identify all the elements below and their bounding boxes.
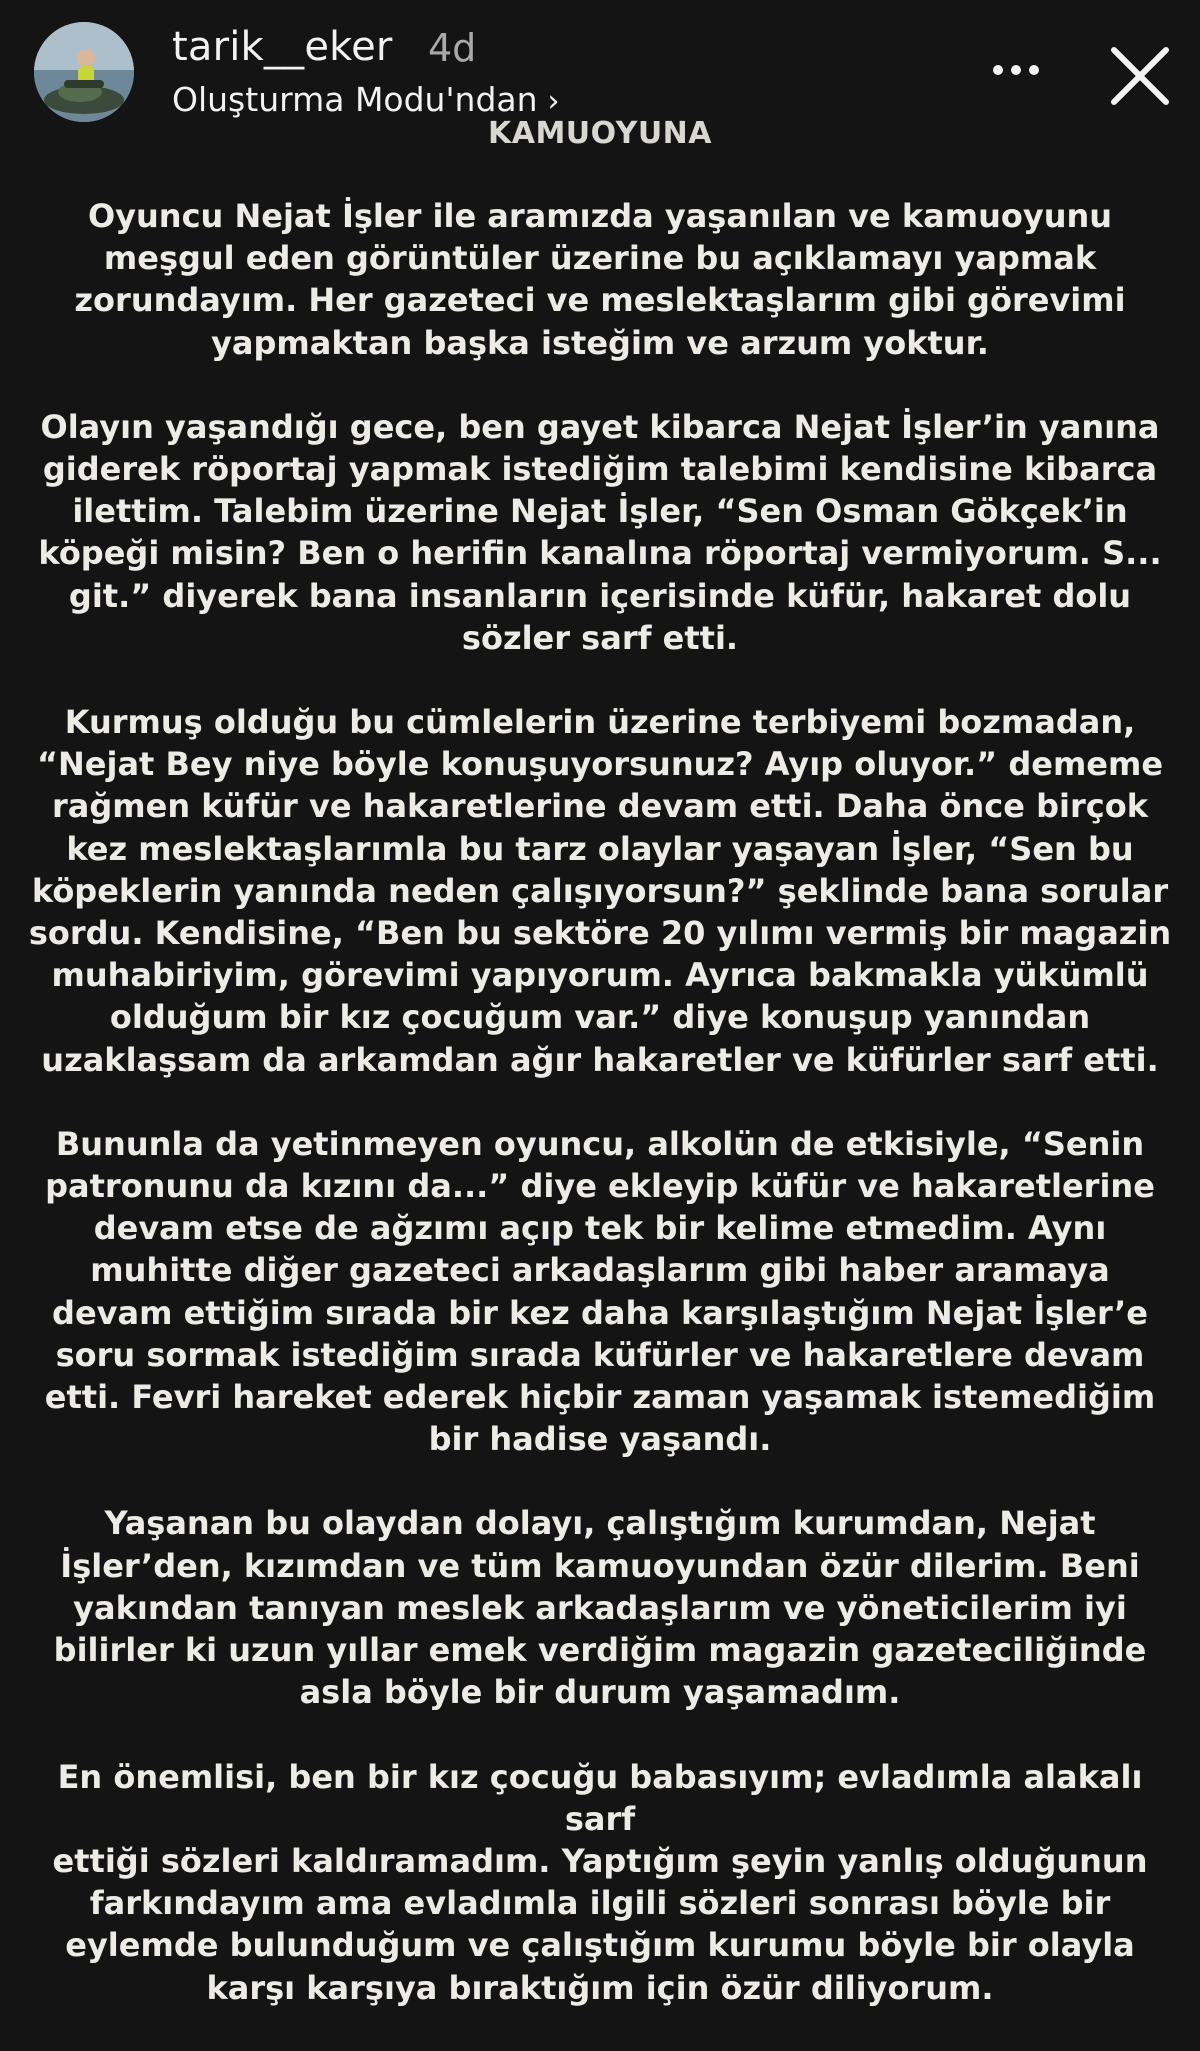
statement-line: İşler’den, kızımdan ve tüm kamuoyundan özür dilerim. Beni (60, 1546, 1140, 1585)
more-options-button[interactable] (986, 50, 1046, 90)
statement-line: köpeği misin? Ben o herifin kanalına röportaj vermiyorum. S... (38, 534, 1162, 573)
created-with-link[interactable] (172, 80, 560, 119)
statement-paragraph (26, 1756, 1174, 2009)
statement-line: rağmen küfür ve hakaretlerine devam etti. Daha önce birçok (52, 787, 1148, 826)
created-with-label: Oluşturma Modu'ndan (172, 80, 538, 119)
statement-line: sordu. Kendisine, “Ben bu sektöre 20 yılımı vermiş bir magazin (28, 914, 1172, 953)
statement-line: Yaşanan bu olaydan dolayı, çalıştığım kurumdan, Nejat (104, 1504, 1096, 1543)
statement-line: Bununla da yetinmeyen oyuncu, alkolün de etkisiyle, “Senin (55, 1124, 1145, 1163)
statement-line: yapmaktan başka isteğim ve arzum yoktur. (211, 323, 989, 362)
statement-line: giderek röportaj yapmak istediğim talebimi kendisine kibarca (42, 450, 1158, 489)
story-time: 4d (428, 26, 477, 70)
statement-paragraph (26, 1502, 1174, 1713)
statement-line: eylemde bulunduğum ve çalıştığım kurumu böyle bir olayla (65, 1926, 1135, 1965)
statement-line: “Nejat Bey niye böyle konuşuyorsunuz? Ayıp oluyor.” dememe (36, 745, 1164, 784)
statement-line: karşı karşıya bıraktığım için özür diliyorum. (206, 1968, 994, 2007)
statement-line: git.” diyerek bana insanların içerisinde küfür, hakaret dolu (68, 576, 1132, 615)
statement-line: soru sormak istediğim sırada küfürler ve hakaretlere devam (55, 1335, 1145, 1374)
statement-line: Olayın yaşandığı gece, ben gayet kibarca Nejat İşler’in yanına (40, 407, 1160, 446)
username[interactable]: tarik__eker (172, 24, 393, 70)
statement-line: devam ettiğim sırada bir kez daha karşılaştığım Nejat İşler’e (52, 1293, 1148, 1332)
statement-paragraph (26, 1123, 1174, 1461)
statement-line: devam etse de ağzımı açıp tek bir kelime etmedim. Aynı (93, 1209, 1107, 1248)
statement-line: muhabiriyim, görevimi yapıyorum. Ayrıca bakmakla yükümlü (51, 956, 1149, 995)
statement-line: farkındayım ama evladımla ilgili sözleri sonrası böyle bir (89, 1884, 1111, 1923)
statement-line: En önemlisi, ben bir kız çocuğu babasıyım; evladımla alakalı sarf (57, 1757, 1143, 1838)
statement-body (26, 195, 1174, 2051)
statement-line: bilirler ki uzun yıllar emek verdiğim magazin gazeteciliğinde (53, 1631, 1147, 1670)
statement-paragraph (26, 195, 1174, 364)
statement-paragraph (26, 701, 1174, 1081)
statement-line: olduğum bir kız çocuğum var.” diye konuşup yanından (109, 998, 1091, 1037)
statement-line: etti. Fevri hareket ederek hiçbir zaman yaşamak istemediğim (44, 1378, 1156, 1417)
profile-photo-icon (34, 22, 134, 122)
statement-line: patronunu da kızını da...” diye ekleyip küfür ve hakaretlerine (45, 1167, 1155, 1206)
statement-line: Kurmuş olduğu bu cümlelerin üzerine terbiyemi bozmadan, (64, 703, 1136, 742)
avatar[interactable] (34, 22, 134, 122)
statement-line: sözler sarf etti. (461, 618, 739, 657)
statement-line: yakından tanıyan meslek arkadaşlarım ve yöneticilerim iyi (73, 1588, 1127, 1627)
statement-line: meşgul eden görüntüler üzerine bu açıklamayı yapmak (103, 239, 1097, 278)
statement-paragraph (26, 406, 1174, 659)
statement-line: zorundayım. Her gazeteci ve meslektaşlarım gibi görevimi (74, 281, 1126, 320)
statement-line: Oyuncu Nejat İşler ile aramızda yaşanılan ve kamuoyunu (87, 197, 1113, 235)
statement-line: uzaklaşsam da arkamdan ağır hakaretler ve küfürler sarf etti. (41, 1040, 1159, 1079)
chevron-right-icon: › (547, 84, 560, 119)
statement-line: ettiği sözleri kaldıramadım. Yaptığım şeyin yanlış olduğunun (52, 1841, 1148, 1880)
statement-line: köpeklerin yanında neden çalışıyorsun?” şeklinde bana sorular (31, 871, 1169, 910)
statement-line: kez meslektaşlarımla bu tarz olaylar yaşayan İşler, “Sen bu (66, 829, 1134, 868)
close-icon (1108, 44, 1172, 108)
story-header (0, 0, 1200, 130)
statement-line: ilettim. Talebim üzerine Nejat İşler, “Sen Osman Gökçek’in (72, 492, 1128, 531)
statement-title: KAMUOYUNA (487, 116, 713, 151)
close-button[interactable] (1108, 44, 1172, 108)
statement-line: asla böyle bir durum yaşamadım. (299, 1673, 901, 1712)
statement-line: bir hadise yaşandı. (428, 1420, 772, 1459)
more-horizontal-icon (986, 50, 1046, 90)
statement-line: muhitte diğer gazeteci arkadaşlarım gibi haber aramaya (90, 1251, 1110, 1290)
